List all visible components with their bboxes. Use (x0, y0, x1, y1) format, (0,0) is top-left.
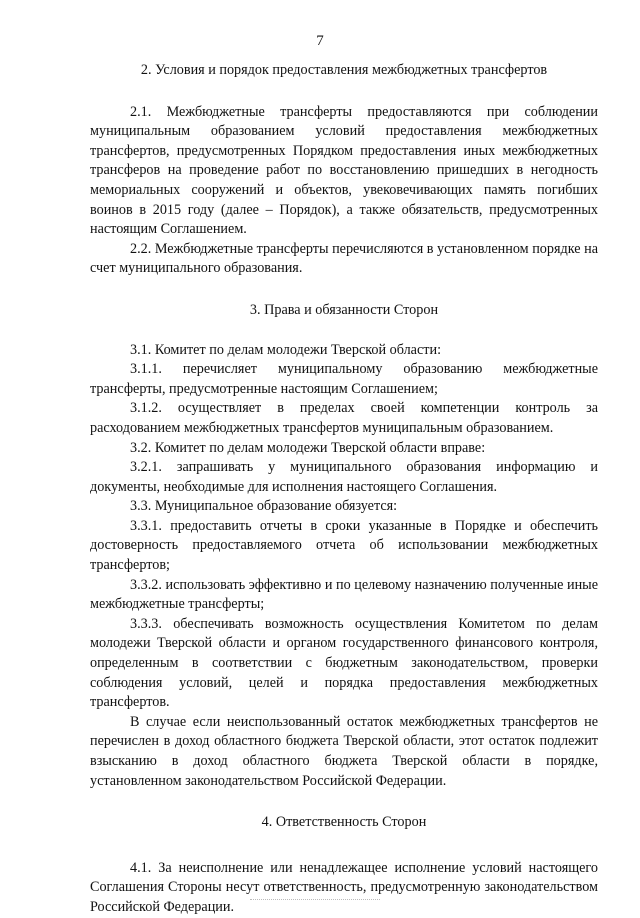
paragraph-3-2: 3.2. Комитет по делам молодежи Тверской области вправе: (130, 439, 486, 456)
paragraph-3-3-3: 3.3.3. обеспечивать возможность осуществления Комитетом по делам молодежи Тверской области и органом государственного финансового контроля, определенным в соответствии с бюджетным законодательством, проверки соблюдения условий, целей и порядка предоставления межбюджетных трансфертов. (90, 615, 598, 711)
paragraph-3-remainder: В случае если неиспользованный остаток межбюджетных трансфертов не перечислен в доход областного бюджета Тверской области, этот остаток подлежит взысканию в доход областного бюджета Тверской области в порядке, установленном законодательством Российской Федерации. (90, 713, 598, 789)
paragraph-3-1: 3.1. Комитет по делам молодежи Тверской области: (130, 341, 442, 358)
page-number: 7 (316, 33, 324, 49)
paragraph-4-1: 4.1. За неисполнение или ненадлежащее исполнение условий настоящего Соглашения Стороны несут ответственность, предусмотренную законодательством Российской Федерации. (90, 859, 598, 915)
footer-divider (250, 899, 380, 900)
paragraph-3-1-1: 3.1.1. перечисляет муниципальному образованию межбюджетные трансферты, предусмотренные настоящим Соглашением; (90, 361, 598, 397)
document-body (90, 61, 598, 918)
paragraph-2-1: 2.1. Межбюджетные трансферты предоставляются при соблюдении муниципальным образованием условий предоставления межбюджетных трансфертов, предусмотренных Порядком предоставления иных межбюджетных трансферов на проведение работ по восстановлению пришедших в негодность мемориальных сооружений и объектов, увековечивающих память погибших воинов в 2015 году (далее – Порядок), а также обязательств, предусмотренных настоящим Соглашением. (90, 103, 598, 238)
paragraph-3-3: 3.3. Муниципальное образование обязуется: (130, 498, 398, 515)
paragraph-3-3-2: 3.3.2. использовать эффективно и по целевому назначению полученные иные межбюджетные трансферты; (90, 576, 598, 613)
section-4-heading: 4. Ответственность Сторон (261, 814, 427, 831)
paragraph-3-2-1: 3.2.1. запрашивать у муниципального образования информацию и документы, необходимые для исполнения настоящего Соглашения. (90, 459, 598, 495)
paragraph-3-3-1: 3.3.1. предоставить отчеты в сроки указанные в Порядке и обеспечить достоверность предоставляемого отчета об использовании межбюджетных трансфертов; (90, 517, 598, 574)
section-3-heading: 3. Права и обязанности Сторон (249, 301, 439, 318)
paragraph-3-1-2: 3.1.2. осуществляет в пределах своей компетенции контроль за расходованием межбюджетных трансфертов муниципальным образованием. (90, 400, 598, 436)
section-2-heading: 2. Условия и порядок предоставления межбюджетных трансфертов (140, 62, 548, 78)
paragraph-2-2: 2.2. Межбюджетные трансферты перечисляются в установленном порядке на счет муниципального образования. (90, 240, 598, 277)
